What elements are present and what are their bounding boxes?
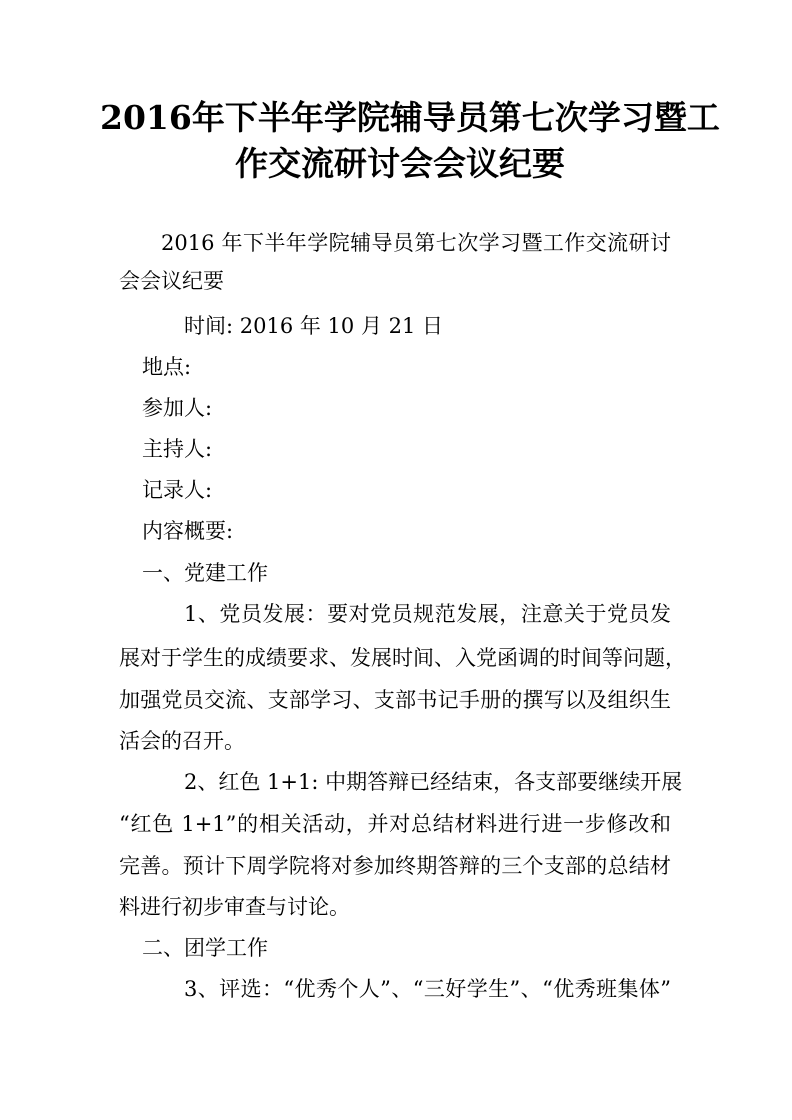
meeting-time: 时间: 2016 年 10 月 21 日 bbox=[184, 314, 444, 338]
item-1-line-3: 加强党员交流、支部学习、支部书记手册的撰写以及组织生 bbox=[119, 688, 671, 712]
section-heading-league-work: 二、团学工作 bbox=[142, 936, 268, 960]
heading-line-1: 2016 年下半年学院辅导员第七次学习暨工作交流研讨 bbox=[161, 231, 671, 255]
document-title-line-2: 作交流研讨会会议纪要 bbox=[235, 144, 565, 183]
meeting-attendees: 参加人: bbox=[142, 396, 213, 420]
meeting-recorder: 记录人: bbox=[142, 478, 213, 502]
item-1-line-2: 展对于学生的成绩要求、发展时间、入党函调的时间等问题， bbox=[119, 646, 686, 670]
item-2-line-3: 完善。预计下周学院将对参加终期答辩的三个支部的总结材 bbox=[119, 854, 671, 878]
item-2-line-4: 料进行初步审查与讨论。 bbox=[119, 895, 350, 919]
section-heading-party-building: 一、党建工作 bbox=[142, 561, 268, 585]
item-1-line-1: 1、党员发展：要对党员规范发展，注意关于党员发 bbox=[184, 602, 671, 626]
heading-line-2: 会会议纪要 bbox=[119, 269, 224, 293]
item-3-line-1: 3、评选：“优秀个人”、“三好学生”、“优秀班集体” bbox=[184, 977, 671, 1001]
summary-label: 内容概要: bbox=[142, 519, 234, 543]
document-title-line-1: 2016年下半年学院辅导员第七次学习暨工 bbox=[100, 98, 720, 137]
meeting-host: 主持人: bbox=[142, 437, 213, 461]
item-2-line-2: “红色 1+1”的相关活动，并对总结材料进行进一步修改和 bbox=[119, 812, 671, 836]
item-2-line-1: 2、红色 1+1: 中期答辩已经结束，各支部要继续开展 bbox=[184, 770, 683, 794]
meeting-location: 地点: bbox=[142, 355, 192, 379]
item-1-line-4: 活会的召开。 bbox=[119, 729, 245, 753]
